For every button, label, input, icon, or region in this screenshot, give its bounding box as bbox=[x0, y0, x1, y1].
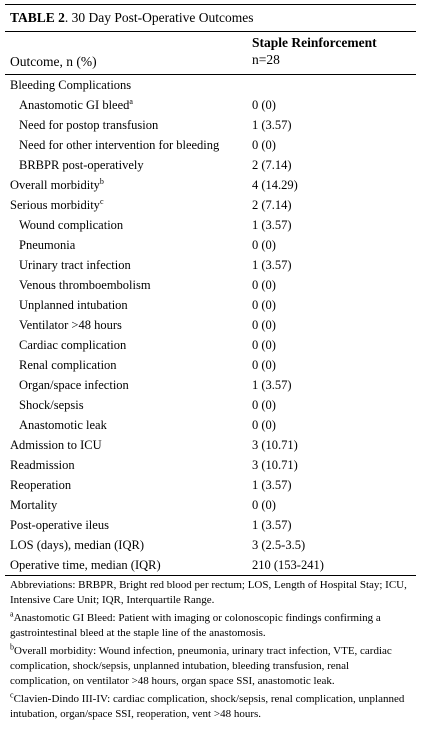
row-value: 4 (14.29) bbox=[252, 177, 298, 192]
table-row bbox=[5, 175, 416, 195]
footnote-a-text: Anastomotic GI Bleed: Patient with imaging or colonoscopic findings confirming a gastrointestinal bleed at the staple line of the anastomosis. bbox=[10, 612, 381, 639]
table-row bbox=[5, 155, 416, 175]
row-value: 1 (3.57) bbox=[252, 377, 292, 392]
row-value: 0 (0) bbox=[252, 337, 276, 352]
row-label-text: Post-operative ileus bbox=[10, 517, 109, 532]
row-label-text: Bleeding Complications bbox=[10, 77, 132, 92]
row-label-text: Unplanned intubation bbox=[19, 297, 128, 312]
row-footnote-mark: c bbox=[99, 196, 104, 206]
table-row bbox=[5, 535, 416, 555]
row-value: 3 (10.71) bbox=[252, 437, 298, 452]
row-label bbox=[19, 338, 126, 353]
row-label-text: Need for postop transfusion bbox=[19, 117, 159, 132]
row-label bbox=[19, 418, 107, 433]
table-row bbox=[5, 415, 416, 435]
table-row bbox=[5, 295, 416, 315]
row-label bbox=[10, 198, 104, 213]
row-label bbox=[19, 118, 158, 133]
table-row bbox=[5, 95, 416, 115]
row-value: 0 (0) bbox=[252, 497, 276, 512]
row-value: 0 (0) bbox=[252, 297, 276, 312]
row-value: 1 (3.57) bbox=[252, 257, 292, 272]
row-value: 210 (153-241) bbox=[252, 557, 324, 572]
table-row bbox=[5, 135, 416, 155]
row-label-text: Admission to ICU bbox=[10, 437, 102, 452]
table-row bbox=[5, 555, 416, 575]
row-value: 0 (0) bbox=[252, 97, 276, 112]
row-label bbox=[10, 78, 131, 93]
row-label-text: Serious morbidity bbox=[10, 197, 100, 212]
row-label bbox=[10, 458, 75, 473]
table-row bbox=[5, 315, 416, 335]
footnote-c bbox=[10, 692, 411, 722]
row-label-text: Wound complication bbox=[19, 217, 124, 232]
row-value: 1 (3.57) bbox=[252, 517, 292, 532]
row-label-text: Mortality bbox=[10, 497, 58, 512]
table-row bbox=[5, 515, 416, 535]
row-value: 1 (3.57) bbox=[252, 477, 292, 492]
row-label bbox=[19, 238, 75, 253]
row-label bbox=[10, 538, 144, 553]
table-document bbox=[0, 4, 421, 736]
row-label bbox=[19, 398, 84, 413]
column-head bbox=[252, 34, 377, 68]
footnote-abbreviations: Abbreviations: BRBPR, Bright red blood per rectum; LOS, Length of Hospital Stay; ICU, Intensive Care Unit; IQR, Interquartile Range. bbox=[10, 579, 407, 606]
table-row bbox=[5, 335, 416, 355]
table-footnotes bbox=[5, 576, 416, 722]
row-label-text: Overall morbidity bbox=[10, 177, 100, 192]
row-label-text: Organ/space infection bbox=[19, 377, 129, 392]
table-header bbox=[5, 32, 416, 74]
column-label-outcome: Outcome, n (%) bbox=[10, 54, 97, 69]
table-title-text: . 30 Day Post-Operative Outcomes bbox=[64, 10, 254, 25]
footnote-b-mark: b bbox=[10, 642, 14, 652]
row-label bbox=[10, 178, 104, 193]
row-label bbox=[19, 218, 123, 233]
row-label bbox=[19, 258, 131, 273]
table-row bbox=[5, 255, 416, 275]
row-value: 3 (2.5-3.5) bbox=[252, 537, 306, 552]
table-row bbox=[5, 355, 416, 375]
table-row bbox=[5, 435, 416, 455]
table-row bbox=[5, 495, 416, 515]
table-row bbox=[5, 195, 416, 215]
row-label bbox=[19, 278, 151, 293]
row-value: 2 (7.14) bbox=[252, 197, 292, 212]
table-row bbox=[5, 375, 416, 395]
row-value: 0 (0) bbox=[252, 137, 276, 152]
row-label-text: Renal complication bbox=[19, 357, 117, 372]
row-label-text: Need for other intervention for bleeding bbox=[19, 137, 220, 152]
row-label bbox=[10, 478, 71, 493]
table-row bbox=[5, 275, 416, 295]
footnote-b-text: Overall morbidity: Wound infection, pneumonia, urinary tract infection, VTE, cardiac complication, shock/sepsis, unplanned intubation, bleeding transfusion, renal complication, on ventilator >48 hours, organ space SSI, anastomotic leak. bbox=[10, 645, 392, 687]
row-value: 0 (0) bbox=[252, 357, 276, 372]
row-label bbox=[19, 138, 219, 153]
row-label bbox=[10, 518, 109, 533]
row-label bbox=[19, 378, 129, 393]
row-label bbox=[19, 298, 128, 313]
row-label-text: Anastomotic leak bbox=[19, 417, 107, 432]
table-row bbox=[5, 455, 416, 475]
table-row bbox=[5, 475, 416, 495]
row-value: 0 (0) bbox=[252, 317, 276, 332]
row-label-text: Venous thromboembolism bbox=[19, 277, 151, 292]
row-label-text: Cardiac complication bbox=[19, 337, 127, 352]
table-row bbox=[5, 75, 416, 95]
column-head-n: n=28 bbox=[252, 52, 280, 67]
row-label-text: BRBPR post-operatively bbox=[19, 157, 144, 172]
footnote-a bbox=[10, 611, 411, 641]
row-value: 0 (0) bbox=[252, 237, 276, 252]
row-label bbox=[19, 318, 122, 333]
column-head-group: Staple Reinforcement bbox=[252, 35, 377, 50]
row-label-text: Pneumonia bbox=[19, 237, 76, 252]
row-value: 1 (3.57) bbox=[252, 217, 292, 232]
row-value: 0 (0) bbox=[252, 397, 276, 412]
footnote-c-mark: c bbox=[10, 690, 14, 700]
table-row bbox=[5, 115, 416, 135]
row-label-text: LOS (days), median (IQR) bbox=[10, 537, 144, 552]
row-label-text: Readmission bbox=[10, 457, 75, 472]
row-label bbox=[19, 158, 144, 173]
row-value: 1 (3.57) bbox=[252, 117, 292, 132]
table-row bbox=[5, 395, 416, 415]
row-footnote-mark: a bbox=[129, 96, 133, 106]
row-footnote-mark: b bbox=[99, 176, 104, 186]
row-value: 0 (0) bbox=[252, 277, 276, 292]
footnote-c-text: Clavien-Dindo III-IV: cardiac complication, shock/sepsis, renal complication, unplanned intubation, organ/space SSI, reoperation, vent >48 hours. bbox=[10, 693, 405, 720]
row-label bbox=[19, 358, 117, 373]
row-label bbox=[19, 98, 133, 113]
row-label-text: Shock/sepsis bbox=[19, 397, 84, 412]
row-label bbox=[10, 498, 57, 513]
table-number: TABLE 2 bbox=[10, 10, 65, 25]
row-label-text: Reoperation bbox=[10, 477, 72, 492]
table-row bbox=[5, 235, 416, 255]
row-label-text: Anastomotic GI bleed bbox=[19, 97, 130, 112]
footnote-b bbox=[10, 644, 411, 689]
row-label-text: Ventilator >48 hours bbox=[19, 317, 122, 332]
row-label bbox=[10, 438, 102, 453]
row-value: 2 (7.14) bbox=[252, 157, 292, 172]
row-label-text: Operative time, median (IQR) bbox=[10, 557, 161, 572]
row-label bbox=[10, 558, 161, 573]
table-title bbox=[5, 4, 416, 31]
table-row bbox=[5, 215, 416, 235]
footnote-a-mark: a bbox=[10, 609, 14, 619]
row-value: 0 (0) bbox=[252, 417, 276, 432]
row-value: 3 (10.71) bbox=[252, 457, 298, 472]
table-body bbox=[5, 75, 416, 575]
row-label-text: Urinary tract infection bbox=[19, 257, 131, 272]
